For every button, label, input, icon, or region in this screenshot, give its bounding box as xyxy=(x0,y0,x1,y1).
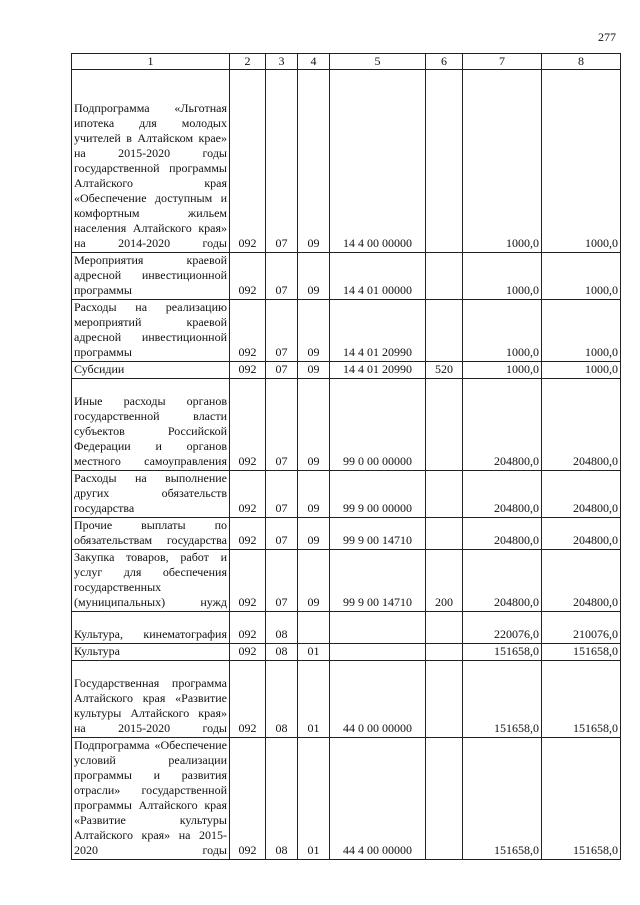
row-name: Расходы на выполнение других обязательств государства xyxy=(72,471,230,518)
expense-type-code xyxy=(426,70,463,253)
table-row xyxy=(72,362,621,379)
row-name: Культура, кинематография xyxy=(72,612,230,644)
ministry-code: 092 xyxy=(230,70,266,253)
amount-year-2: 204800,0 xyxy=(542,379,621,471)
section-code: 07 xyxy=(266,471,298,518)
target-article-code: 14 4 00 00000 xyxy=(330,70,426,253)
amount-year-1: 204800,0 xyxy=(463,518,542,550)
table-row xyxy=(72,738,621,860)
amount-year-1: 1000,0 xyxy=(463,300,542,362)
subsection-code xyxy=(298,612,330,644)
expense-type-code: 520 xyxy=(426,362,463,379)
amount-year-2: 151658,0 xyxy=(542,738,621,860)
amount-year-2: 210076,0 xyxy=(542,612,621,644)
row-name: Государственная программа Алтайского края «Развитие культуры Алтайского края» на 2015-2020 годы xyxy=(72,661,230,738)
table-row xyxy=(72,379,621,471)
ministry-code: 092 xyxy=(230,644,266,661)
row-name: Иные расходы органов государственной власти субъектов Российской Федерации и органов местного самоуправления xyxy=(72,379,230,471)
target-article-code xyxy=(330,612,426,644)
ministry-code: 092 xyxy=(230,738,266,860)
amount-year-2: 151658,0 xyxy=(542,644,621,661)
table-row xyxy=(72,471,621,518)
column-header: 7 xyxy=(463,54,542,70)
ministry-code: 092 xyxy=(230,612,266,644)
expense-type-code xyxy=(426,612,463,644)
section-code: 08 xyxy=(266,661,298,738)
expense-type-code xyxy=(426,644,463,661)
row-name: Расходы на реализацию мероприятий краевой адресной инвестиционной программы xyxy=(72,300,230,362)
amount-year-2: 1000,0 xyxy=(542,300,621,362)
amount-year-2: 151658,0 xyxy=(542,661,621,738)
column-header: 1 xyxy=(72,54,230,70)
table-header-row xyxy=(72,54,621,70)
table-row xyxy=(72,300,621,362)
target-article-code: 44 4 00 00000 xyxy=(330,738,426,860)
subsection-code: 01 xyxy=(298,738,330,860)
section-code: 07 xyxy=(266,518,298,550)
row-name: Подпрограмма «Льготная ипотека для молодых учителей в Алтайском крае» на 2015-2020 годы государственной программы Алтайского края «Обеспечение доступным и комфортным жильем населения Алтайского края» на 2014-2020 годы xyxy=(72,70,230,253)
expense-type-code xyxy=(426,738,463,860)
subsection-code: 09 xyxy=(298,471,330,518)
amount-year-1: 220076,0 xyxy=(463,612,542,644)
subsection-code: 01 xyxy=(298,661,330,738)
amount-year-2: 204800,0 xyxy=(542,550,621,612)
ministry-code: 092 xyxy=(230,253,266,300)
amount-year-1: 204800,0 xyxy=(463,550,542,612)
target-article-code: 44 0 00 00000 xyxy=(330,661,426,738)
target-article-code: 14 4 01 20990 xyxy=(330,300,426,362)
section-code: 08 xyxy=(266,644,298,661)
target-article-code xyxy=(330,644,426,661)
expense-type-code xyxy=(426,300,463,362)
expense-type-code xyxy=(426,661,463,738)
amount-year-1: 151658,0 xyxy=(463,661,542,738)
column-header: 3 xyxy=(266,54,298,70)
section-code: 07 xyxy=(266,550,298,612)
target-article-code: 99 9 00 14710 xyxy=(330,518,426,550)
subsection-code: 09 xyxy=(298,70,330,253)
ministry-code: 092 xyxy=(230,661,266,738)
budget-table xyxy=(71,53,621,860)
section-code: 08 xyxy=(266,612,298,644)
amount-year-2: 204800,0 xyxy=(542,518,621,550)
subsection-code: 01 xyxy=(298,644,330,661)
expense-type-code: 200 xyxy=(426,550,463,612)
target-article-code: 99 9 00 00000 xyxy=(330,471,426,518)
amount-year-1: 1000,0 xyxy=(463,253,542,300)
section-code: 07 xyxy=(266,253,298,300)
ministry-code: 092 xyxy=(230,362,266,379)
ministry-code: 092 xyxy=(230,471,266,518)
column-header: 4 xyxy=(298,54,330,70)
amount-year-1: 151658,0 xyxy=(463,644,542,661)
table-row xyxy=(72,518,621,550)
target-article-code: 99 9 00 14710 xyxy=(330,550,426,612)
table-row xyxy=(72,612,621,644)
ministry-code: 092 xyxy=(230,550,266,612)
amount-year-2: 1000,0 xyxy=(542,70,621,253)
column-header: 2 xyxy=(230,54,266,70)
table-row xyxy=(72,550,621,612)
subsection-code: 09 xyxy=(298,518,330,550)
target-article-code: 99 0 00 00000 xyxy=(330,379,426,471)
ministry-code: 092 xyxy=(230,300,266,362)
subsection-code: 09 xyxy=(298,550,330,612)
section-code: 08 xyxy=(266,738,298,860)
row-name: Мероприятия краевой адресной инвестиционной программы xyxy=(72,253,230,300)
subsection-code: 09 xyxy=(298,362,330,379)
amount-year-1: 1000,0 xyxy=(463,362,542,379)
row-name: Закупка товаров, работ и услуг для обеспечения государственных (муниципальных) нужд xyxy=(72,550,230,612)
table-row xyxy=(72,661,621,738)
table-row xyxy=(72,253,621,300)
table-row xyxy=(72,70,621,253)
section-code: 07 xyxy=(266,379,298,471)
column-header: 6 xyxy=(426,54,463,70)
amount-year-2: 1000,0 xyxy=(542,362,621,379)
ministry-code: 092 xyxy=(230,518,266,550)
section-code: 07 xyxy=(266,70,298,253)
expense-type-code xyxy=(426,379,463,471)
target-article-code: 14 4 01 20990 xyxy=(330,362,426,379)
table-row xyxy=(72,644,621,661)
amount-year-1: 151658,0 xyxy=(463,738,542,860)
section-code: 07 xyxy=(266,362,298,379)
amount-year-2: 1000,0 xyxy=(542,253,621,300)
subsection-code: 09 xyxy=(298,379,330,471)
subsection-code: 09 xyxy=(298,253,330,300)
column-header: 8 xyxy=(542,54,621,70)
section-code: 07 xyxy=(266,300,298,362)
expense-type-code xyxy=(426,471,463,518)
amount-year-1: 204800,0 xyxy=(463,471,542,518)
amount-year-1: 1000,0 xyxy=(463,70,542,253)
page-number: 277 xyxy=(598,30,616,44)
row-name: Культура xyxy=(72,644,230,661)
amount-year-1: 204800,0 xyxy=(463,379,542,471)
amount-year-2: 204800,0 xyxy=(542,471,621,518)
row-name: Прочие выплаты по обязательствам государства xyxy=(72,518,230,550)
row-name: Подпрограмма «Обеспечение условий реализации программы и развития отрасли» государственной программы Алтайского края «Развитие культуры Алтайского края» на 2015-2020 годы xyxy=(72,738,230,860)
expense-type-code xyxy=(426,518,463,550)
row-name: Субсидии xyxy=(72,362,230,379)
ministry-code: 092 xyxy=(230,379,266,471)
subsection-code: 09 xyxy=(298,300,330,362)
expense-type-code xyxy=(426,253,463,300)
column-header: 5 xyxy=(330,54,426,70)
target-article-code: 14 4 01 00000 xyxy=(330,253,426,300)
